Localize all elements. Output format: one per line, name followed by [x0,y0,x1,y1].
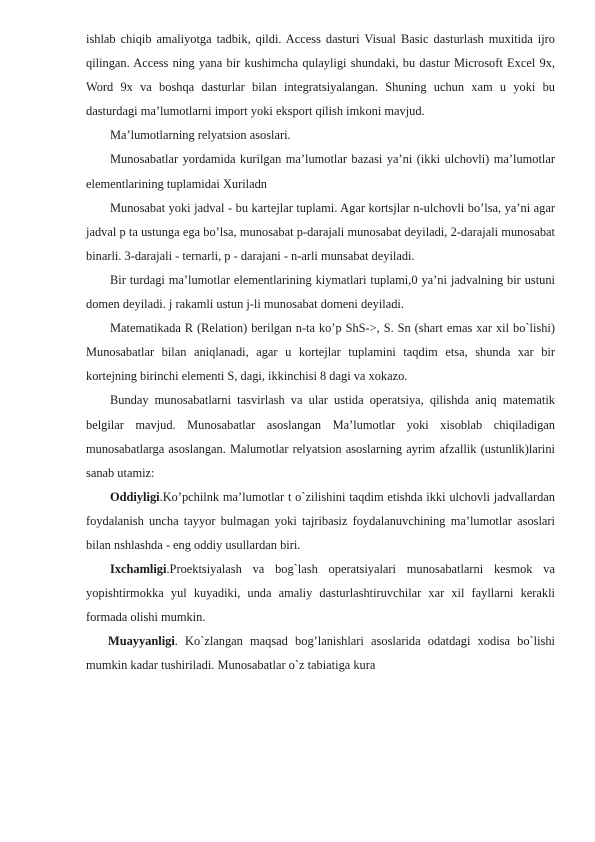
certainty-text: . Ko`zlangan maqsad bog’lanishlari asoslarida odatdagi xodisa bo`lishi mumkin kadar tushiriladi. Munosabatlar o`z tabiatiga kura [86,634,555,673]
paragraph-1: ishlab chiqib amaliyotga tadbik, qildi. Access dasturi Visual Basic dasturlash muxitida ijro qilingan. Access ning yana bir kushimcha qulayligi shundaki, bu dastur Microsoft Excel 9x, Word 9x va boshqa dasturlar bilan integratsiyalangan. Shuning uchun xam u yoki bu dasturdagi ma’lumotlarni import yoki eksport qilish imkoni mavjud. [86,32,555,119]
paragraph-certainty [86,629,555,677]
paragraph-7: Bunday munosabatlarni tasvirlash va ular ustida operatsiya, qilishda aniq matematik belgilar mavjud. Munosabatlar asoslangan Ma’lumotlar yoki xisoblab chiqiladigan munosabatlarga asoslangan. Malumotlar relyatsion asoslarning ayrim afzallik (ustunlik)larini sanab utamiz: [86,393,555,480]
term-certainty: Muayyanligi [108,634,175,649]
paragraph-simplicity [86,485,555,557]
term-simplicity: Oddiyligi [110,489,160,504]
document-page [86,27,555,678]
paragraph-compactness [86,557,555,629]
compactness-text: .Proektsiyalash va bog`lash operatsiyalari munosabatlarni kesmok va yopishtirmokka yul kuyadiki, unda amaliy dasturlashtiruvchilar xar xil fayllarni kerakli formada olishi mumkin. [86,562,555,625]
paragraph-heading-relational-basics: Ma’lumotlarning relyatsion asoslari. [110,128,291,143]
paragraph-6: Matematikada R (Relation) berilgan n-ta ko’p ShS->, S. Sn (shart emas xar xil bo`lishi) Munosabatlar bilan aniqlanadi, agar u kortejlar tuplamini taqdim etsa, shunda xar bir kortejning birinchi elementi S, dagi, ikkinchisi 8 dagi va xokazo. [86,321,555,384]
paragraph-3: Munosabatlar yordamida kurilgan ma’lumotlar bazasi ya’ni (ikki ulchovli) ma’lumotlar elementlarining tuplamidai Xuriladn [86,152,555,191]
paragraph-5: Bir turdagi ma’lumotlar elementlarining kiymatlari tuplami,0 ya’ni jadvalning bir ustuni domen deyiladi. j rakamli ustun j-li munosabat domeni deyiladi. [86,272,555,312]
paragraph-4: Munosabat yoki jadval - bu kartejlar tuplami. Agar kortsjlar n-ulchovli bo’lsa, ya’ni agar jadval p ta ustunga ega bo’lsa, munosabat p-darajali munosabat deyiladi, 2-darajali munosabat binarli. 3-darajali - ternarli, p - darajani - n-arli munsabat deyiladi. [86,200,555,263]
term-compactness: Ixchamligi [110,562,167,577]
simplicity-text: .Ko’pchilnk ma’lumotlar t o`zilishini taqdim etishda ikki ulchovli jadvallardan foydalanish uncha tayyor bulmagan yoki tajribasiz foydalanuvchining ma’lumotlar asoslari bilan nshlashda - eng oddiy usullardan biri. [86,489,555,552]
